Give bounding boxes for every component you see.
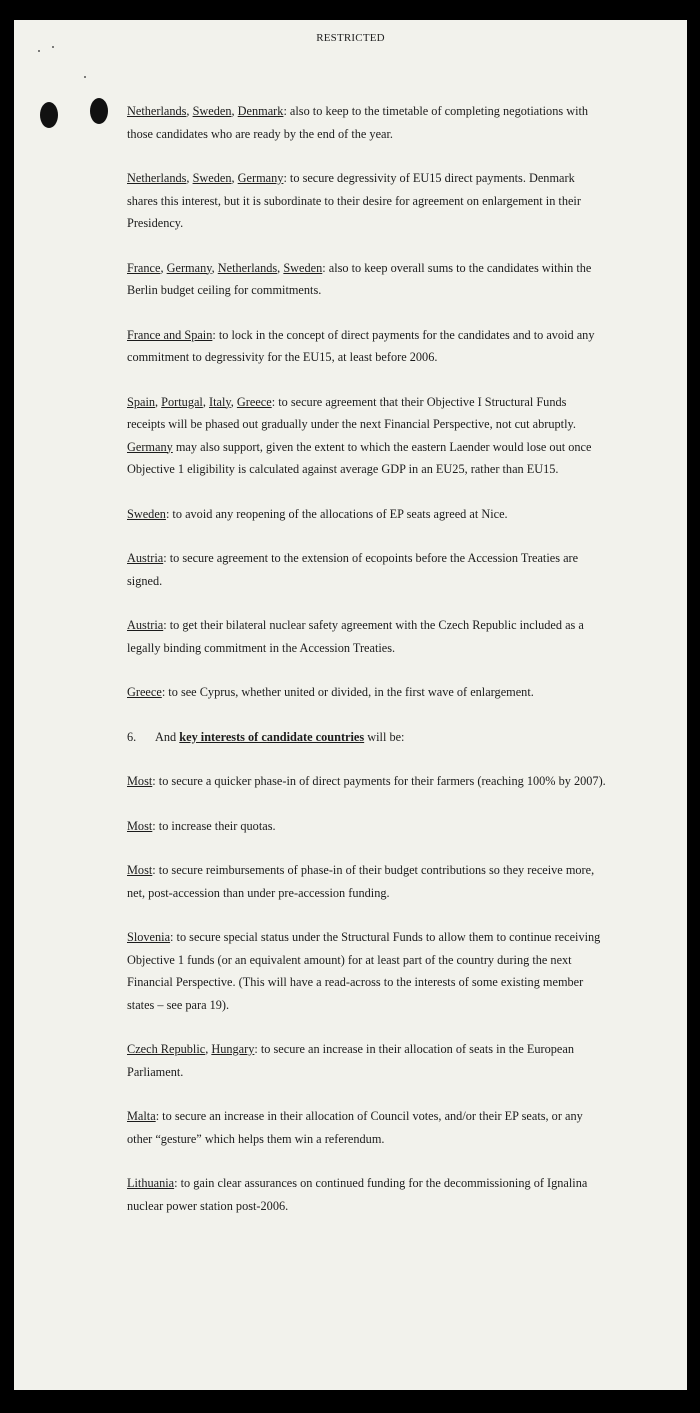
country-name: Greece [236,394,272,409]
country-name: Netherlands [127,104,187,118]
paragraph-text: may also support, given the extent to which the eastern Laender would lose out once Objective 1 eligibility is calculated against average GDP in an EU25, rather than EU15. [127,439,592,476]
country-name: Greece [127,685,162,699]
interest-paragraph [127,815,607,838]
country-name: Sweden [192,104,232,118]
country-name: Spain [127,394,156,409]
country-name: Hungary [211,1042,255,1056]
classification-header: RESTRICTED [316,32,385,44]
country-name: Denmark [237,104,284,118]
paragraph-text: will be: [364,729,405,744]
country-name: Germany [127,439,173,454]
country-name: Austria [127,618,164,632]
country-name: France and Spain [127,327,213,342]
country-name: Slovenia [127,930,171,944]
paragraph-text: : to secure a quicker phase-in of direct payments for their farmers (reaching 100% by 2007). [152,774,606,788]
document-page [14,20,687,1390]
interest-paragraph [127,503,607,526]
paragraph-text: , [155,394,162,409]
country-name: Italy [209,394,231,409]
document-body [127,100,607,1239]
interest-paragraph [127,1105,607,1150]
paragraph-text: : to avoid any reopening of the allocations of EP seats agreed at Nice. [165,506,508,521]
interest-paragraph [127,1172,607,1217]
paragraph-text: : to get their bilateral nuclear safety agreement with the Czech Republic included as a legally binding commitment in the Accession Treaties. [127,618,584,655]
interest-paragraph [127,614,607,659]
punch-hole [90,98,108,124]
emphasized-heading: key interests of candidate countries [179,729,365,744]
paragraph-text: : to secure special status under the Structural Funds to allow them to continue receiving Objective 1 funds (or an equivalent amount) for at least part of the country during the next Financial Perspective. (This will have a read-across to the interests of some existing member states – see para 19). [127,930,601,1012]
country-name: Germany [237,171,284,185]
interest-paragraph [127,324,607,369]
paragraph-text: : to secure degressivity of EU15 direct payments. Denmark shares this interest, but it is subordinate to their desire for agreement on enlargement in their Presidency. [127,171,581,230]
paragraph-text: : to increase their quotas. [152,818,276,833]
interest-paragraph [127,167,607,235]
paragraph-text: : to secure agreement to the extension of ecopoints before the Accession Treaties are signed. [127,551,579,588]
country-name: Most [127,774,153,788]
country-name: France [127,260,161,275]
country-name: Austria [127,551,164,565]
country-name: Portugal [161,394,203,409]
paragraph-text: : to gain clear assurances on continued funding for the decommissioning of Ignalina nuclear power station post-2006. [127,1176,588,1213]
punch-hole [40,102,58,128]
paragraph-text: , [202,394,209,409]
scan-speck [52,46,54,48]
interest-paragraph [127,391,607,481]
country-name: Malta [127,1109,156,1123]
interest-paragraph [127,1038,607,1083]
interest-paragraph [127,859,607,904]
paragraph-text: : also to keep to the timetable of completing negotiations with those candidates who are ready by the end of the year. [127,104,589,141]
scan-speck [38,50,40,52]
paragraph-text: , [231,171,238,185]
country-name: Lithuania [127,1176,175,1190]
country-name: Most [127,863,153,877]
country-name: Sweden [192,171,232,185]
country-name: Netherlands [217,260,278,275]
paragraph-text: , [211,260,218,275]
section-paragraph [127,726,607,749]
scan-speck [84,76,86,78]
country-name: Germany [166,260,212,275]
country-name: Netherlands [127,171,187,185]
country-name: Sweden [283,260,323,275]
paragraph-text: , [205,1042,212,1056]
paragraph-text: : also to keep overall sums to the candidates within the Berlin budget ceiling for commitments. [127,260,592,297]
paragraph-text: : to secure an increase in their allocation of Council votes, and/or their EP seats, or any other “gesture” which helps them win a referendum. [127,1109,583,1146]
interest-paragraph [127,100,607,145]
paragraph-text: , [230,394,237,409]
country-name: Sweden [127,506,166,521]
paragraph-text: : to secure agreement that their Objective I Structural Funds receipts will be phased out gradually under the next Financial Perspective, not cut abruptly. [127,394,576,431]
interest-paragraph [127,926,607,1016]
paragraph-text: , [186,104,193,118]
interest-paragraph [127,681,607,704]
paragraph-text: : to see Cyprus, whether united or divided, in the first wave of enlargement. [161,685,534,699]
paragraph-text: : to secure an increase in their allocation of seats in the European Parliament. [127,1042,574,1079]
paragraph-text: , [277,260,284,275]
section-number: 6. [127,729,137,744]
paragraph-text: : to secure reimbursements of phase-in of their budget contributions so they receive more, net, post-accession than under pre-accession funding. [127,863,595,900]
paragraph-text: , [231,104,238,118]
paragraph-text: , [160,260,167,275]
country-name: Most [127,818,153,833]
country-name: Czech Republic [127,1042,206,1056]
paragraph-text: And [155,729,180,744]
interest-paragraph [127,257,607,302]
paragraph-text: : to lock in the concept of direct payments for the candidates and to avoid any commitment to degressivity for the EU15, at least before 2006. [127,327,595,364]
interest-paragraph [127,547,607,592]
paragraph-text: , [186,171,193,185]
interest-paragraph [127,770,607,793]
